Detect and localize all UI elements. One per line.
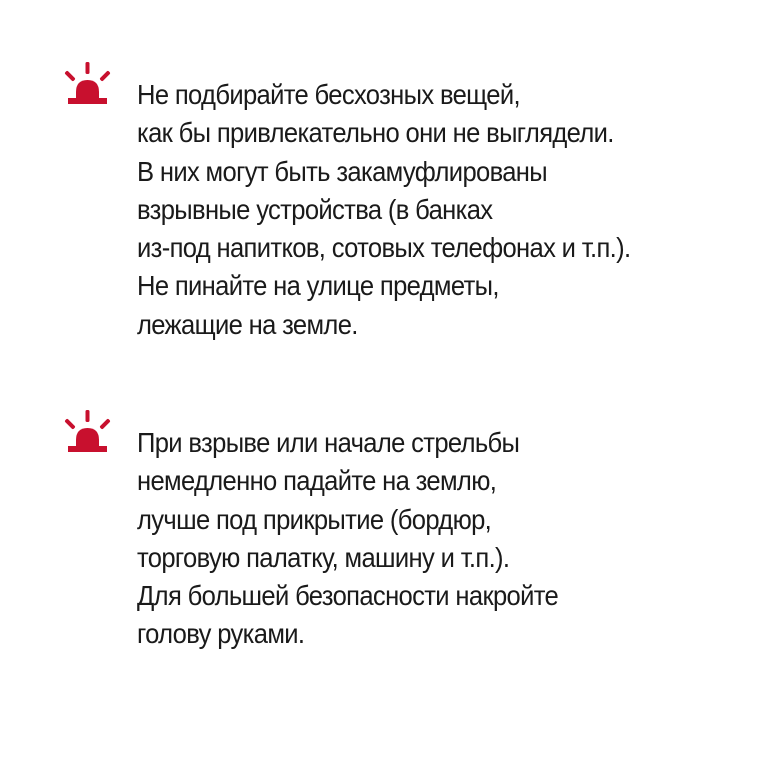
alarm-beacon-icon [60,62,116,106]
text-line: взрывные устройства (в банках [137,193,493,225]
text-line: немедленно падайте на землю, [137,465,497,497]
text-line: лежащие на земле. [137,308,358,340]
safety-tip-text-2 [137,424,704,654]
text-line: из-под напитков, сотовых телефонах и т.п.). [137,232,631,264]
text-line: как бы привлекательно они не выглядели. [137,117,614,149]
text-line: При взрыве или начале стрельбы [137,427,520,458]
alarm-beacon-icon [60,410,116,454]
text-line: Для большей безопасности накройте [137,580,559,612]
text-line: В них могут быть закамуфлированы [137,155,548,187]
text-line: торговую палатку, машину и т.п.). [137,541,510,573]
text-line: Не подбирайте бесхозных вещей, [137,79,520,110]
text-line: Не пинайте на улице предметы, [137,270,499,302]
text-line: голову руками. [137,618,305,650]
text-line: лучше под прикрытие (бордюр, [137,503,492,535]
safety-tip-text-1 [137,76,704,344]
